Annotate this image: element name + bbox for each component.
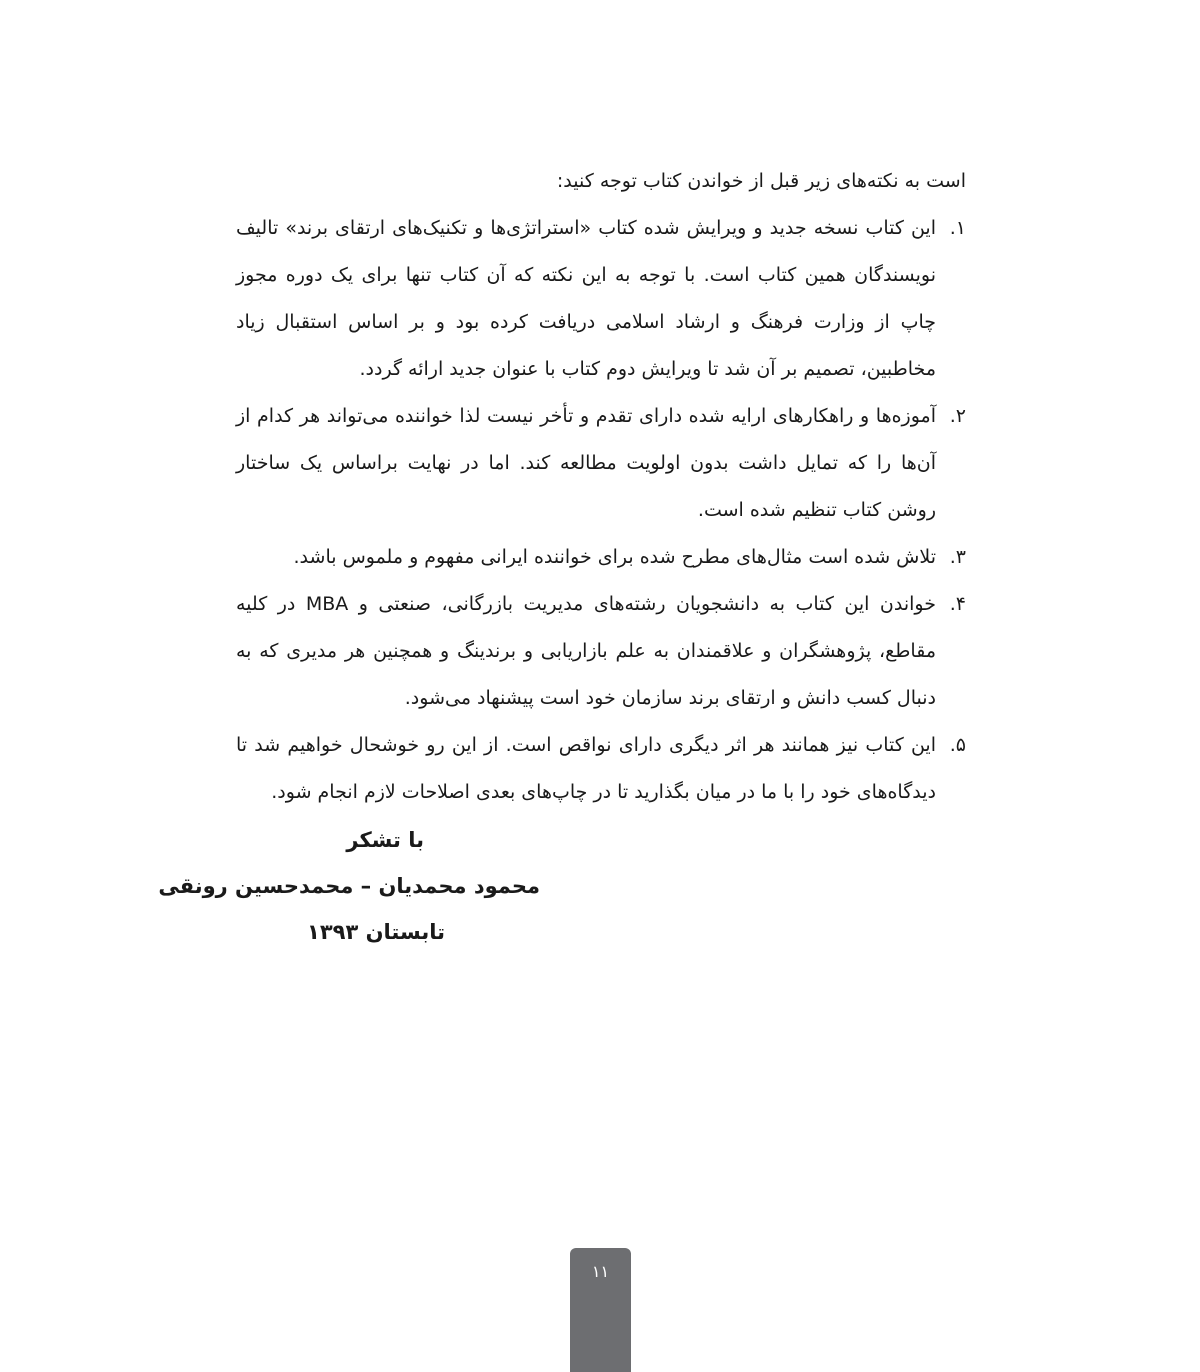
item-number: ۴.	[949, 593, 966, 615]
list-item	[236, 581, 966, 722]
item-number: ۵.	[949, 734, 966, 756]
page-number: ۱۱	[591, 1262, 610, 1281]
item-number: ۲.	[949, 405, 966, 427]
item-number: ۱.	[949, 217, 966, 239]
item-text: این کتاب نسخه جدید و ویرایش شده کتاب «استراتژی‌ها و تکنیک‌های ارتقای برند» تالیف نویسندگان همین کتاب است. با توجه به این نکته که آن کتاب تنها برای یک دوره مجوز چاپ از وزارت فرهنگ و ارشاد اسلامی دریافت کرده بود و بر اساس استقبال زیاد مخاطبین، تصمیم بر آن شد تا ویرایش دوم کتاب با عنوان جدید ارائه گردد.	[236, 217, 936, 380]
page-number-tab	[570, 1248, 631, 1372]
closing-thanks: با تشکر	[346, 828, 424, 852]
item-number: ۳.	[949, 546, 966, 568]
list-item	[236, 722, 966, 816]
intro-text: است به نکته‌های زیر قبل از خواندن کتاب توجه کنید:	[556, 170, 966, 192]
notes-list	[236, 205, 966, 816]
page-body	[236, 158, 966, 816]
item-text: این کتاب نیز همانند هر اثر دیگری دارای نواقص است. از این رو خوشحال خواهیم شد تا دیدگاه‌های خود را با ما در میان بگذارید تا در چاپ‌های بعدی اصلاحات لازم انجام شود.	[236, 734, 936, 803]
list-item	[236, 534, 966, 581]
list-item	[236, 205, 966, 393]
item-text: آموزه‌ها و راهکارهای ارایه شده دارای تقدم و تأخر نیست لذا خواننده می‌تواند هر کدام از آن‌ها را که تمایل داشت بدون اولویت مطالعه کند. اما در نهایت براساس یک ساختار روشن کتاب تنظیم شده است.	[236, 405, 936, 521]
item-text: تلاش شده است مثال‌های مطرح شده برای خواننده ایرانی مفهوم و ملموس باشد.	[293, 546, 936, 568]
closing-date: تابستان ۱۳۹۳	[307, 920, 445, 944]
closing-authors: محمود محمدیان – محمدحسین رونقی	[158, 874, 540, 898]
list-item	[236, 393, 966, 534]
item-text: خواندن این کتاب به دانشجویان رشته‌های مدیریت بازرگانی، صنعتی و MBA در کلیه مقاطع، پژوهشگران و علاقمندان به علم بازاریابی و برندینگ و همچنین هر مدیری که به دنبال کسب دانش و ارتقای برند سازمان خود است پیشنهاد می‌شود.	[236, 593, 936, 709]
